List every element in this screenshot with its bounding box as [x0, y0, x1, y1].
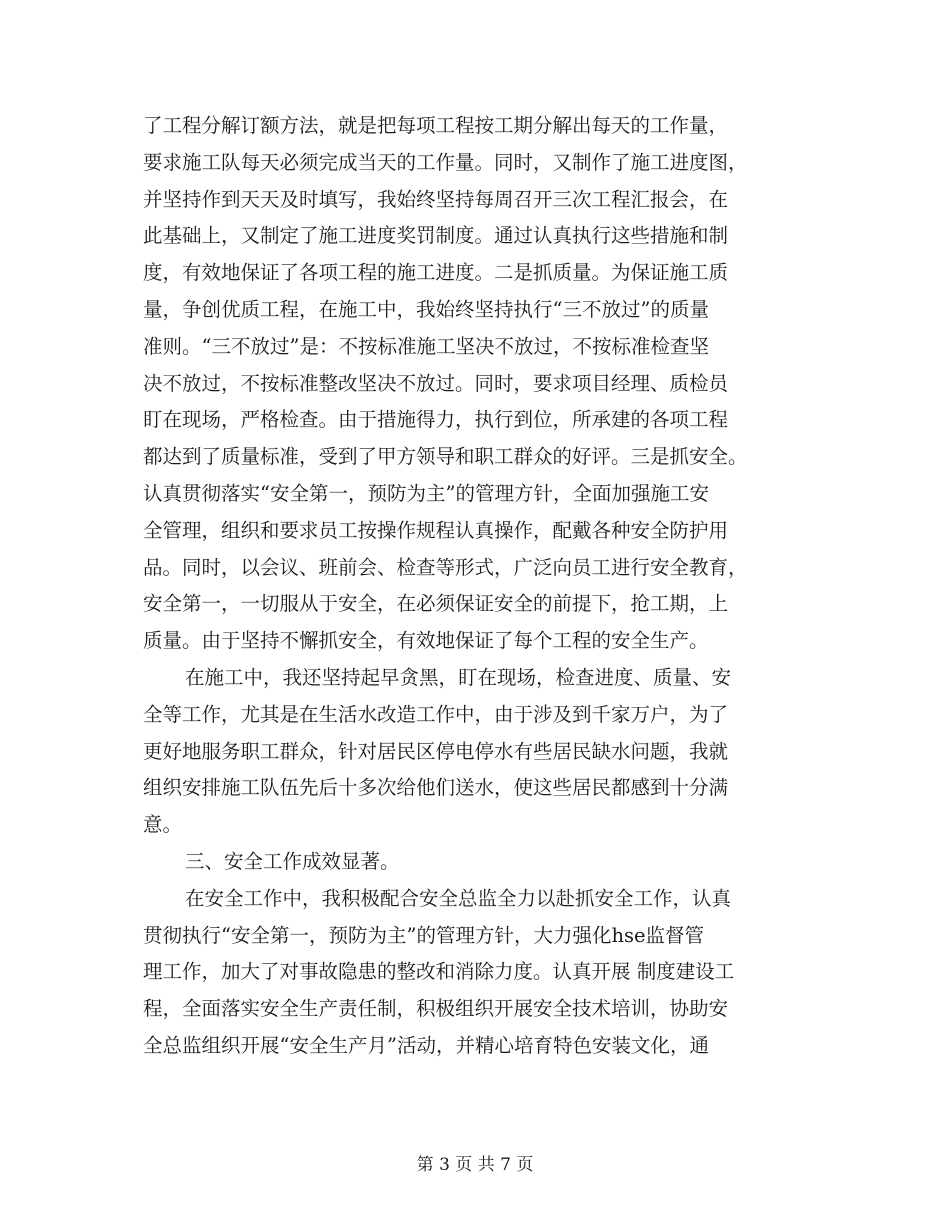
text-line: 质量。由于坚持不懈抓安全，有效地保证了每个工程的安全生产。 [143, 629, 709, 653]
text-line: 并坚持作到天天及时填写，我始终坚持每周召开三次工程汇报会，在 [143, 187, 729, 211]
text-line: 组织安排施工队伍先后十多次给他们送水，使这些居民都感到十分满 [143, 776, 729, 800]
text-line: 盯在现场，严格检查。由于措施得力，执行到位，所承建的各项工程 [143, 408, 729, 432]
paragraph-start-line: 在安全工作中，我积极配合安全总监全力以赴抓安全工作，认真 [185, 886, 732, 910]
text-line: 全管理，组织和要求员工按操作规程认真操作，配戴各种安全防护用 [143, 518, 729, 542]
text-line: 认真贯彻落实“安全第一，预防为主”的管理方针，全面加强施工安 [143, 481, 709, 505]
text-line: 要求施工队每天必须完成当天的工作量。同时，又制作了施工进度图， [143, 150, 748, 174]
paragraph-start-line: 在施工中，我还坚持起早贪黑，盯在现场，检查进度、质量、安 [185, 665, 732, 689]
text-line: 贯彻执行“安全第一，预防为主”的管理方针，大力强化hse监督管 [143, 923, 705, 947]
text-line: 安全第一，一切服从于安全，在必须保证安全的前提下，抢工期，上 [143, 592, 729, 616]
text-line: 准则。“三不放过”是：不按标准施工坚决不放过，不按标准检查坚 [143, 334, 709, 358]
text-line: 全等工作，尤其是在生活水改造工作中，由于涉及到千家万户，为了 [143, 702, 729, 726]
page-number-footer: 第 3 页 共 7 页 [416, 1155, 534, 1175]
text-line: 都达到了质量标准，受到了甲方领导和职工群众的好评。三是抓安全。 [143, 445, 748, 469]
text-line: 意。 [143, 813, 183, 837]
text-line: 量，争创优质工程，在施工中，我始终坚持执行“三不放过”的质量 [143, 297, 709, 321]
text-line: 此基础上，又制定了施工进度奖罚制度。通过认真执行这些措施和制 [143, 224, 729, 248]
text-line: 了工程分解订额方法，就是把每项工程按工期分解出每天的工作量， [143, 114, 729, 137]
text-line: 理工作，加大了对事故隐患的整改和消除力度。认真开展 制度建设工 [143, 960, 735, 984]
body-text [143, 108, 843, 1065]
text-line: 度，有效地保证了各项工程的施工进度。二是抓质量。为保证施工质 [143, 261, 729, 285]
text-line: 更好地服务职工群众，针对居民区停电停水有些居民缺水问题，我就 [143, 739, 729, 763]
text-line: 程，全面落实安全生产责任制，积极组织开展安全技术培训，协助安 [143, 997, 729, 1021]
text-line: 品。同时，以会议、班前会、检查等形式，广泛向员工进行安全教育， [143, 555, 748, 579]
text-line: 全总监组织开展“安全生产月”活动，并精心培育特色安装文化，通 [143, 1033, 709, 1057]
text-line: 决不放过，不按标准整改坚决不放过。同时，要求项目经理、质检员 [143, 371, 729, 395]
section-heading: 三、安全工作成效显著。 [185, 849, 400, 873]
